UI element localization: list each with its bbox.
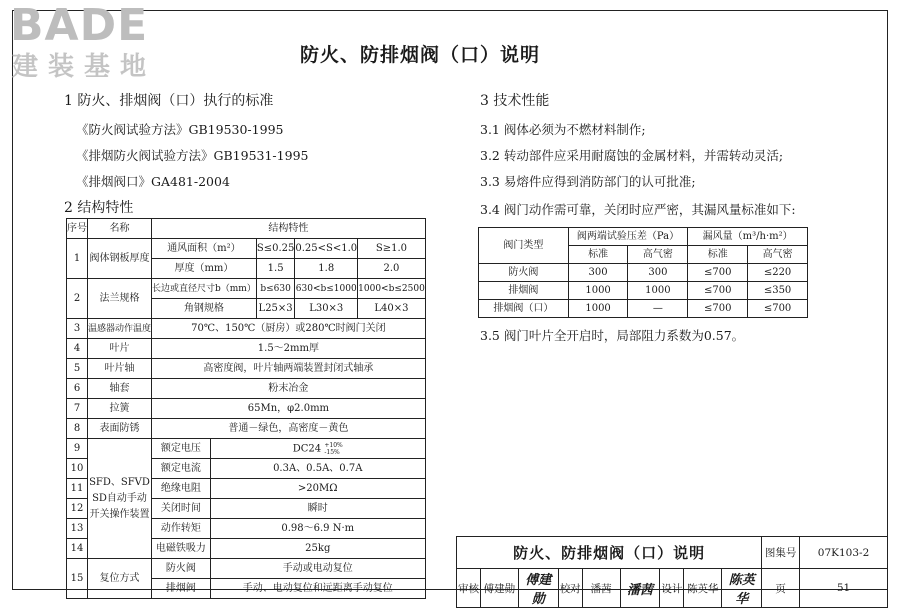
row-name: 轴套	[88, 379, 152, 399]
table-row	[479, 300, 808, 318]
row-name: 叶片轴	[88, 359, 152, 379]
atlas-number: 07K103-2	[800, 537, 888, 569]
row-name: 温感器动作温度	[88, 319, 152, 339]
cell: 防火阀	[152, 559, 211, 579]
cell: >20MΩ	[210, 479, 425, 499]
cell: 粉末冶金	[152, 379, 426, 399]
cell: 630<b≤1000	[295, 279, 358, 299]
cell: 长边或直径尺寸b（mm）	[152, 279, 257, 299]
section1-heading: 1 防火、排烟阀（口）执行的标准	[64, 93, 274, 109]
tolerance-upper: +10%	[324, 441, 343, 449]
check-label: 校对	[558, 569, 582, 608]
cell: 防火阀	[479, 264, 569, 282]
cell: 0.3A、0.5A、0.7A	[210, 459, 425, 479]
row-number: 8	[67, 419, 88, 439]
row-name: 拉簧	[88, 399, 152, 419]
row-name: 复位方式	[88, 559, 152, 599]
cell: 额定电流	[152, 459, 211, 479]
cell: ≤700	[688, 300, 748, 318]
structure-table	[66, 218, 426, 599]
cell: 关闭时间	[152, 499, 211, 519]
cell	[210, 439, 425, 459]
cell: 0.98～6.9 N·m	[210, 519, 425, 539]
subheader-standard: 标准	[568, 246, 628, 264]
table-row	[479, 264, 808, 282]
row-number: 4	[67, 339, 88, 359]
group-label-line: 开关操作装置	[89, 508, 150, 520]
checker-signature: 潘茜	[620, 569, 660, 608]
page-label: 页	[762, 569, 800, 608]
col-header-no: 序号	[67, 219, 88, 239]
row-number: 3	[67, 319, 88, 339]
designer-signature: 陈英华	[722, 569, 762, 608]
page-number: 51	[800, 569, 888, 608]
row-number: 15	[67, 559, 88, 599]
cell: 厚度（mm）	[152, 259, 257, 279]
row-number: 7	[67, 399, 88, 419]
cell: ≤220	[748, 264, 808, 282]
drawing-name: 防火、防排烟阀（口）说明	[457, 537, 762, 569]
col-header-name: 名称	[88, 219, 152, 239]
cell: 1.5	[256, 259, 295, 279]
leakage-table	[478, 227, 808, 318]
cell: 0.25<S<1.0	[295, 239, 358, 259]
cell: ≤700	[688, 264, 748, 282]
row-number: 12	[67, 499, 88, 519]
cell: 绝缘电阻	[152, 479, 211, 499]
row-number: 1	[67, 239, 88, 279]
checker-name: 潘茜	[582, 569, 620, 608]
row-number: 11	[67, 479, 88, 499]
voltage-value: DC24	[292, 443, 322, 454]
row-number: 14	[67, 539, 88, 559]
group-label-line: SFD、SFVD	[89, 476, 150, 488]
cell: L40×3	[358, 299, 426, 319]
section2-heading: 2 结构特性	[64, 200, 134, 216]
table-row	[67, 319, 426, 339]
row-name: 叶片	[88, 339, 152, 359]
table-row	[479, 228, 808, 246]
reviewer-signature: 傅建勋	[518, 569, 558, 608]
designer-name: 陈英华	[684, 569, 722, 608]
cell: 动作转矩	[152, 519, 211, 539]
cell: 300	[568, 264, 628, 282]
watermark-tagline: 建装基地	[12, 52, 157, 82]
atlas-label: 图集号	[762, 537, 800, 569]
cell: ≤700	[748, 300, 808, 318]
cell: —	[628, 300, 688, 318]
cell: 通风面积（m²）	[152, 239, 257, 259]
cell: 2.0	[358, 259, 426, 279]
cell: L30×3	[295, 299, 358, 319]
subheader-high: 高气密	[628, 246, 688, 264]
cell: S≥1.0	[358, 239, 426, 259]
cell: 25kg	[210, 539, 425, 559]
cell: 70℃、150℃（厨房）或280℃时阀门关闭	[152, 319, 426, 339]
table-row	[67, 379, 426, 399]
table-row	[67, 219, 426, 239]
performance-item: 3.4 阀门动作需可靠，关闭时应严密，其漏风量标准如下:	[480, 202, 796, 217]
cell: 1000	[568, 282, 628, 300]
cell: ≤350	[748, 282, 808, 300]
cell: 额定电压	[152, 439, 211, 459]
row-name: 阀体钢板厚度	[88, 239, 152, 279]
title-block-row	[457, 569, 888, 608]
performance-item: 3.3 易熔件应得到消防部门的认可批准;	[480, 174, 696, 189]
table-row	[67, 279, 426, 299]
cell: 排烟阀（口）	[479, 300, 569, 318]
page-title: 防火、防排烟阀（口）说明	[300, 44, 541, 66]
cell: 1000	[628, 282, 688, 300]
cell: 普通－绿色，高密度－黄色	[152, 419, 426, 439]
row-number: 2	[67, 279, 88, 319]
design-label: 设计	[660, 569, 684, 608]
standard-item: 《排烟防火阀试验方法》GB19531-1995	[76, 148, 309, 163]
table-row	[479, 282, 808, 300]
table-row	[67, 359, 426, 379]
cell: 1.5～2mm厚	[152, 339, 426, 359]
row-name: 法兰规格	[88, 279, 152, 319]
subheader-standard: 标准	[688, 246, 748, 264]
row-number: 9	[67, 439, 88, 459]
table-row	[67, 419, 426, 439]
row-name: 表面防锈	[88, 419, 152, 439]
table-row	[67, 399, 426, 419]
cell: 角钢规格	[152, 299, 257, 319]
cell: 电磁铁吸力	[152, 539, 211, 559]
row-number: 5	[67, 359, 88, 379]
review-label: 审核	[457, 569, 481, 608]
cell: 瞬时	[210, 499, 425, 519]
table-row	[67, 559, 426, 579]
cell: S≤0.25	[256, 239, 295, 259]
table-row	[67, 239, 426, 259]
standard-item: 《排烟阀口》GA481-2004	[76, 174, 230, 189]
row-number: 6	[67, 379, 88, 399]
cell: 手动、电动复位和远距离手动复位	[210, 579, 425, 599]
cell: 65Mn，φ2.0mm	[152, 399, 426, 419]
col-header-spec: 结构特性	[152, 219, 426, 239]
cell: 1.8	[295, 259, 358, 279]
cell: 高密度阀，叶片轴两端装置封闭式轴承	[152, 359, 426, 379]
cell: L25×3	[256, 299, 295, 319]
performance-item: 3.2 转动部件应采用耐腐蚀的金属材料，并需转动灵活;	[480, 148, 784, 163]
col-header-pressure: 阀两端试验压差（Pa）	[568, 228, 688, 246]
cell: b≤630	[256, 279, 295, 299]
row-number: 13	[67, 519, 88, 539]
row-name-group	[88, 439, 152, 559]
subheader-high: 高气密	[748, 246, 808, 264]
group-label-line: SD自动手动	[92, 492, 147, 504]
standard-item: 《防火阀试验方法》GB19530-1995	[76, 122, 284, 137]
col-header-type: 阀门类型	[479, 228, 569, 264]
row-number: 10	[67, 459, 88, 479]
cell: 排烟阀	[152, 579, 211, 599]
performance-item: 3.5 阀门叶片全开启时，局部阻力系数为0.57。	[480, 328, 745, 343]
table-row	[67, 439, 426, 459]
voltage-tolerance	[324, 442, 342, 456]
table-row	[67, 339, 426, 359]
cell: 排烟阀	[479, 282, 569, 300]
col-header-leakage: 漏风量（m³/h·m²）	[688, 228, 808, 246]
tolerance-lower: -15%	[324, 448, 340, 456]
performance-item: 3.1 阀体必须为不燃材料制作;	[480, 122, 646, 137]
cell: 1000	[568, 300, 628, 318]
section3-heading: 3 技术性能	[480, 93, 550, 109]
cell: 1000<b≤2500	[358, 279, 426, 299]
cell: ≤700	[688, 282, 748, 300]
cell: 手动或电动复位	[210, 559, 425, 579]
title-block	[456, 536, 888, 607]
title-block-row	[457, 537, 888, 569]
watermark-logo: BADE	[10, 0, 149, 51]
reviewer-name: 傅建勋	[480, 569, 518, 608]
cell: 300	[628, 264, 688, 282]
